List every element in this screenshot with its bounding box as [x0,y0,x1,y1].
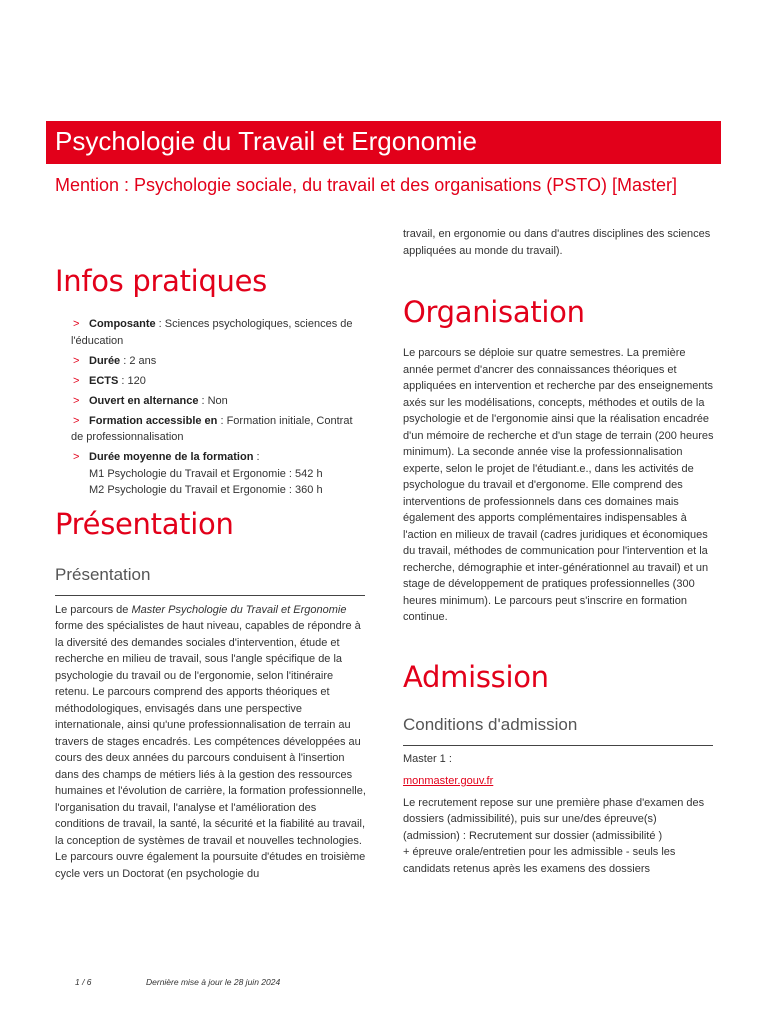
list-item: > Composante : Sciences psychologiques, sciences de l'éducation [71,318,353,347]
admission-heading: Admission [403,659,549,694]
presentation-subheading: Présentation [55,564,151,584]
list-item: > ECTS : 120 [55,373,367,390]
chevron-right-icon: > [73,374,80,387]
monmaster-link[interactable]: monmaster.gouv.fr [403,775,494,787]
link-line [403,773,715,790]
admission-bullet: + épreuve orale/entretien pour les admissible - seuls les candidats retenus après les examens des dossiers [403,846,676,875]
list-item: > Ouvert en alternance : Non [55,393,367,410]
last-updated: Dernière mise à jour le 28 juin 2024 [146,977,281,987]
presentation-heading: Présentation [55,506,234,541]
admission-subheading: Conditions d'admission [403,714,578,734]
page-number: 1 / 6 [75,977,92,987]
chevron-right-icon: > [73,394,80,407]
left-column [55,262,367,882]
divider [403,745,713,746]
title-bar [46,121,721,164]
mention-subtitle: Mention : Psychologie sociale, du travail et des organisations (PSTO) [Master] [55,175,677,195]
chevron-right-icon: > [73,414,80,427]
organisation-heading: Organisation [403,295,585,329]
master-label: Master 1 : [403,752,452,765]
list-item: > Durée : 2 ans [55,353,367,370]
infos-list [55,316,367,499]
chevron-right-icon: > [73,451,80,463]
list-item: > Formation accessible en : Formation initiale, Contrat de professionnalisation [71,414,353,443]
right-column [403,226,715,877]
organisation-text: Le parcours se déploie sur quatre semestres. La première année permet d'ancrer des connaissances théoriques et appliquées en intervention et recherche par des enseignements axés sur les modélisations, concepts, méthodes et outils de la psychologie et de l'ergonomie ainsi que la réalisation encadrée d'un mémoire de recherche et d'un stage de terrain (200 heures minimum). La seconde année vise la professionnalisation experte, selon le projet de l'étudiant.e., dans les activités de psychologue du travail et d'ergonome. Elle comprend des interventions de professionnels dans ces domaines mais également des apports complémentaires indispensables à l'action en milieux de travail (cadres juridiques et économiques du travail, méthodes de communication pour l'intervention et la recherche, démographie et inter-générationnel au travail) et un stage de développement de pratiques professionnelles (300 heures minimum). Le parcours peut s'inscrire en formation continue. [403,347,714,623]
infos-heading: Infos pratiques [55,264,267,298]
page-title: Psychologie du Travail et Ergonomie [55,126,478,156]
duration-m1: M1 Psychologie du Travail et Ergonomie : 542 h [89,467,323,480]
duration-m2: M2 Psychologie du Travail et Ergonomie : 360 h [89,484,323,496]
list-item: > Durée moyenne de la formation : M1 Psychologie du Travail et Ergonomie : 542 h M2 Psychologie du Travail et Ergonomie : 360 h [55,449,367,499]
chevron-right-icon: > [73,318,80,330]
presentation-continuation: travail, en ergonomie ou dans d'autres disciplines des sciences appliquées au monde du travail). [403,228,711,257]
presentation-text: Le parcours de Master Psychologie du Travail et Ergonomie forme des spécialistes de haut niveau, capables de répondre à la diversité des demandes sociales d'intervention, étude et recherche en milieu de travail, sous l'angle spécifique de la psychologie du travail ou de l'ergonomie, selon l'itinéraire retenu. Le parcours comprend des apports théoriques et méthodologiques, envisagés dans une perspective internationale, ainsi qu'une professionnalisation de terrain au travers de stages encadrés. Les compétences développées au cours des deux années du parcours conduisent à l'insertion dans des champs de métiers liés à la gestion des ressources humaines et l'évolution de carrière, la formation professionnelle, l'organisation du travail, l'analyse et l'amélioration des conditions de travail, la santé, la sécurité et la fiabilité au travail, la conception de systèmes de travail et nouvelles technologies. Le parcours ouvre également la poursuite d'études en troisième cycle vers un Doctorat (en psychologie du [55,603,366,880]
admission-text: Le recrutement repose sur une première phase d'examen des dossiers (admissibilité), puis sur une/des épreuve(s) (admission) : Recrutement sur dossier (admissibilité ) [403,796,705,842]
divider [55,595,365,596]
chevron-right-icon: > [73,354,80,367]
